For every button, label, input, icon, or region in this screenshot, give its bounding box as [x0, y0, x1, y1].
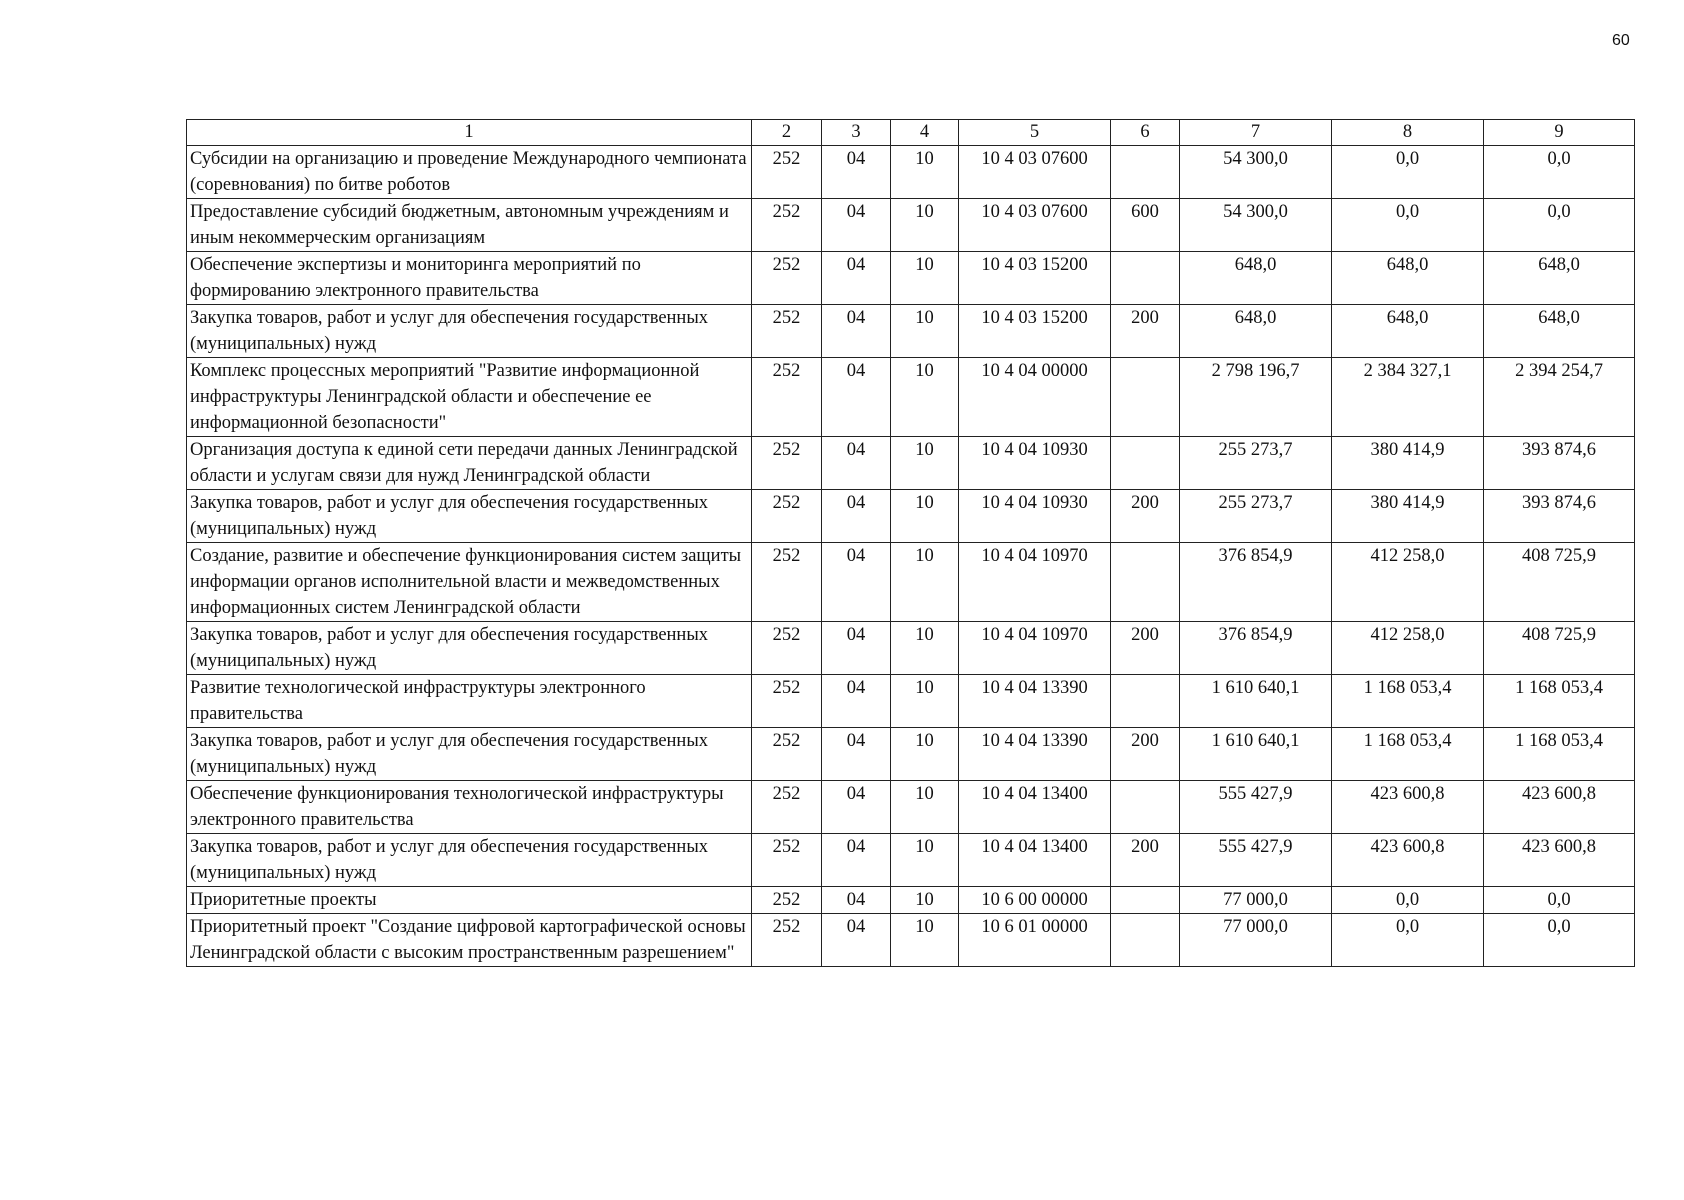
cell-code-3: 04 [822, 199, 891, 252]
cell-amount-7: 77 000,0 [1180, 887, 1332, 914]
row-name: Приоритетные проекты [187, 887, 752, 914]
cell-code-4: 10 [891, 728, 959, 781]
cell-amount-8: 0,0 [1332, 199, 1484, 252]
cell-code-6 [1111, 252, 1180, 305]
cell-code-3: 04 [822, 914, 891, 967]
cell-code-5: 10 4 03 07600 [959, 199, 1111, 252]
cell-code-2: 252 [752, 437, 822, 490]
cell-amount-7: 54 300,0 [1180, 146, 1332, 199]
cell-code-5: 10 4 04 00000 [959, 358, 1111, 437]
cell-amount-8: 0,0 [1332, 887, 1484, 914]
cell-amount-8: 380 414,9 [1332, 490, 1484, 543]
cell-amount-7: 648,0 [1180, 252, 1332, 305]
cell-code-4: 10 [891, 199, 959, 252]
cell-amount-9: 423 600,8 [1484, 781, 1635, 834]
budget-table [186, 119, 1635, 967]
cell-amount-7: 555 427,9 [1180, 834, 1332, 887]
cell-code-4: 10 [891, 622, 959, 675]
header-row [187, 120, 1635, 146]
column-header: 9 [1484, 120, 1635, 146]
cell-amount-7: 376 854,9 [1180, 622, 1332, 675]
cell-amount-9: 0,0 [1484, 199, 1635, 252]
cell-code-4: 10 [891, 437, 959, 490]
cell-amount-7: 1 610 640,1 [1180, 728, 1332, 781]
cell-code-3: 04 [822, 490, 891, 543]
cell-code-3: 04 [822, 728, 891, 781]
cell-amount-8: 1 168 053,4 [1332, 728, 1484, 781]
cell-amount-7: 77 000,0 [1180, 914, 1332, 967]
cell-code-2: 252 [752, 490, 822, 543]
cell-amount-9: 0,0 [1484, 146, 1635, 199]
cell-code-2: 252 [752, 252, 822, 305]
cell-amount-9: 408 725,9 [1484, 543, 1635, 622]
cell-code-3: 04 [822, 887, 891, 914]
cell-amount-9: 408 725,9 [1484, 622, 1635, 675]
cell-amount-7: 376 854,9 [1180, 543, 1332, 622]
table-row [187, 781, 1635, 834]
cell-code-5: 10 4 04 10970 [959, 543, 1111, 622]
table-row [187, 675, 1635, 728]
cell-code-4: 10 [891, 358, 959, 437]
table-row [187, 622, 1635, 675]
cell-code-4: 10 [891, 252, 959, 305]
cell-code-2: 252 [752, 622, 822, 675]
cell-amount-9: 1 168 053,4 [1484, 675, 1635, 728]
cell-code-2: 252 [752, 834, 822, 887]
cell-code-4: 10 [891, 490, 959, 543]
cell-code-5: 10 6 01 00000 [959, 914, 1111, 967]
column-header: 2 [752, 120, 822, 146]
table-row [187, 437, 1635, 490]
cell-code-5: 10 4 04 13400 [959, 781, 1111, 834]
row-name: Закупка товаров, работ и услуг для обеспечения государственных (муниципальных) нужд [187, 305, 752, 358]
table-row [187, 490, 1635, 543]
cell-amount-9: 393 874,6 [1484, 490, 1635, 543]
cell-code-3: 04 [822, 543, 891, 622]
cell-amount-9: 0,0 [1484, 914, 1635, 967]
cell-code-6: 600 [1111, 199, 1180, 252]
cell-code-6 [1111, 358, 1180, 437]
cell-amount-8: 648,0 [1332, 305, 1484, 358]
table-body [187, 146, 1635, 967]
cell-amount-8: 423 600,8 [1332, 834, 1484, 887]
cell-amount-8: 380 414,9 [1332, 437, 1484, 490]
cell-code-6: 200 [1111, 834, 1180, 887]
cell-code-6: 200 [1111, 728, 1180, 781]
column-header: 6 [1111, 120, 1180, 146]
page-number: 60 [1612, 32, 1630, 49]
cell-amount-8: 648,0 [1332, 252, 1484, 305]
table-row [187, 358, 1635, 437]
cell-code-5: 10 4 04 13390 [959, 728, 1111, 781]
row-name: Закупка товаров, работ и услуг для обеспечения государственных (муниципальных) нужд [187, 622, 752, 675]
cell-code-2: 252 [752, 887, 822, 914]
table-row [187, 305, 1635, 358]
cell-amount-7: 648,0 [1180, 305, 1332, 358]
row-name: Закупка товаров, работ и услуг для обеспечения государственных (муниципальных) нужд [187, 834, 752, 887]
cell-amount-9: 1 168 053,4 [1484, 728, 1635, 781]
cell-code-4: 10 [891, 146, 959, 199]
cell-amount-9: 648,0 [1484, 305, 1635, 358]
cell-code-2: 252 [752, 543, 822, 622]
cell-amount-8: 412 258,0 [1332, 543, 1484, 622]
cell-amount-8: 412 258,0 [1332, 622, 1484, 675]
cell-code-6 [1111, 887, 1180, 914]
column-header: 4 [891, 120, 959, 146]
cell-code-3: 04 [822, 437, 891, 490]
cell-code-2: 252 [752, 728, 822, 781]
row-name: Комплекс процессных мероприятий "Развитие информационной инфраструктуры Ленинградской области и обеспечение ее информационной безопасности" [187, 358, 752, 437]
cell-code-3: 04 [822, 358, 891, 437]
cell-code-3: 04 [822, 675, 891, 728]
cell-code-2: 252 [752, 199, 822, 252]
row-name: Создание, развитие и обеспечение функционирования систем защиты информации органов исполнительной власти и межведомственных информационных систем Ленинградской области [187, 543, 752, 622]
cell-code-5: 10 4 04 13400 [959, 834, 1111, 887]
cell-code-6 [1111, 781, 1180, 834]
row-name: Развитие технологической инфраструктуры электронного правительства [187, 675, 752, 728]
row-name: Обеспечение экспертизы и мониторинга мероприятий по формированию электронного правительства [187, 252, 752, 305]
row-name: Закупка товаров, работ и услуг для обеспечения государственных (муниципальных) нужд [187, 490, 752, 543]
cell-code-5: 10 4 04 13390 [959, 675, 1111, 728]
cell-code-5: 10 4 03 07600 [959, 146, 1111, 199]
cell-amount-8: 423 600,8 [1332, 781, 1484, 834]
cell-code-4: 10 [891, 781, 959, 834]
cell-code-6: 200 [1111, 305, 1180, 358]
cell-code-4: 10 [891, 305, 959, 358]
row-name: Организация доступа к единой сети передачи данных Ленинградской области и услугам связи для нужд Ленинградской области [187, 437, 752, 490]
cell-code-3: 04 [822, 146, 891, 199]
cell-code-6 [1111, 146, 1180, 199]
column-header: 1 [187, 120, 752, 146]
cell-amount-7: 255 273,7 [1180, 437, 1332, 490]
cell-amount-8: 1 168 053,4 [1332, 675, 1484, 728]
cell-code-2: 252 [752, 914, 822, 967]
cell-code-2: 252 [752, 781, 822, 834]
cell-code-4: 10 [891, 887, 959, 914]
cell-amount-8: 0,0 [1332, 914, 1484, 967]
cell-code-4: 10 [891, 914, 959, 967]
cell-amount-9: 393 874,6 [1484, 437, 1635, 490]
row-name: Закупка товаров, работ и услуг для обеспечения государственных (муниципальных) нужд [187, 728, 752, 781]
cell-code-5: 10 6 00 00000 [959, 887, 1111, 914]
cell-code-5: 10 4 04 10970 [959, 622, 1111, 675]
cell-code-5: 10 4 04 10930 [959, 490, 1111, 543]
cell-code-2: 252 [752, 675, 822, 728]
table-row [187, 146, 1635, 199]
cell-amount-7: 555 427,9 [1180, 781, 1332, 834]
cell-amount-8: 2 384 327,1 [1332, 358, 1484, 437]
cell-code-5: 10 4 03 15200 [959, 252, 1111, 305]
row-name: Предоставление субсидий бюджетным, автономным учреждениям и иным некоммерческим организациям [187, 199, 752, 252]
column-header: 8 [1332, 120, 1484, 146]
cell-amount-7: 54 300,0 [1180, 199, 1332, 252]
cell-code-2: 252 [752, 305, 822, 358]
cell-code-5: 10 4 03 15200 [959, 305, 1111, 358]
cell-code-4: 10 [891, 675, 959, 728]
cell-amount-7: 1 610 640,1 [1180, 675, 1332, 728]
table-row [187, 199, 1635, 252]
cell-code-5: 10 4 04 10930 [959, 437, 1111, 490]
cell-code-2: 252 [752, 358, 822, 437]
row-name: Приоритетный проект "Создание цифровой картографической основы Ленинградской области с высоким пространственным разрешением" [187, 914, 752, 967]
cell-code-4: 10 [891, 543, 959, 622]
column-header: 5 [959, 120, 1111, 146]
cell-amount-9: 423 600,8 [1484, 834, 1635, 887]
cell-code-3: 04 [822, 781, 891, 834]
cell-code-6: 200 [1111, 622, 1180, 675]
column-header: 3 [822, 120, 891, 146]
row-name: Субсидии на организацию и проведение Международного чемпионата (соревнования) по битве роботов [187, 146, 752, 199]
cell-code-3: 04 [822, 305, 891, 358]
row-name: Обеспечение функционирования технологической инфраструктуры электронного правительства [187, 781, 752, 834]
column-header: 7 [1180, 120, 1332, 146]
table-row [187, 543, 1635, 622]
table-row [187, 834, 1635, 887]
cell-code-6 [1111, 437, 1180, 490]
table-row [187, 252, 1635, 305]
table-row [187, 728, 1635, 781]
cell-amount-9: 648,0 [1484, 252, 1635, 305]
cell-amount-9: 2 394 254,7 [1484, 358, 1635, 437]
cell-code-3: 04 [822, 834, 891, 887]
cell-code-6 [1111, 675, 1180, 728]
cell-code-6 [1111, 914, 1180, 967]
cell-code-6: 200 [1111, 490, 1180, 543]
table-row [187, 887, 1635, 914]
cell-code-6 [1111, 543, 1180, 622]
cell-amount-7: 2 798 196,7 [1180, 358, 1332, 437]
cell-code-3: 04 [822, 252, 891, 305]
cell-amount-8: 0,0 [1332, 146, 1484, 199]
cell-code-2: 252 [752, 146, 822, 199]
cell-code-4: 10 [891, 834, 959, 887]
cell-amount-7: 255 273,7 [1180, 490, 1332, 543]
cell-amount-9: 0,0 [1484, 887, 1635, 914]
table-row [187, 914, 1635, 967]
cell-code-3: 04 [822, 622, 891, 675]
